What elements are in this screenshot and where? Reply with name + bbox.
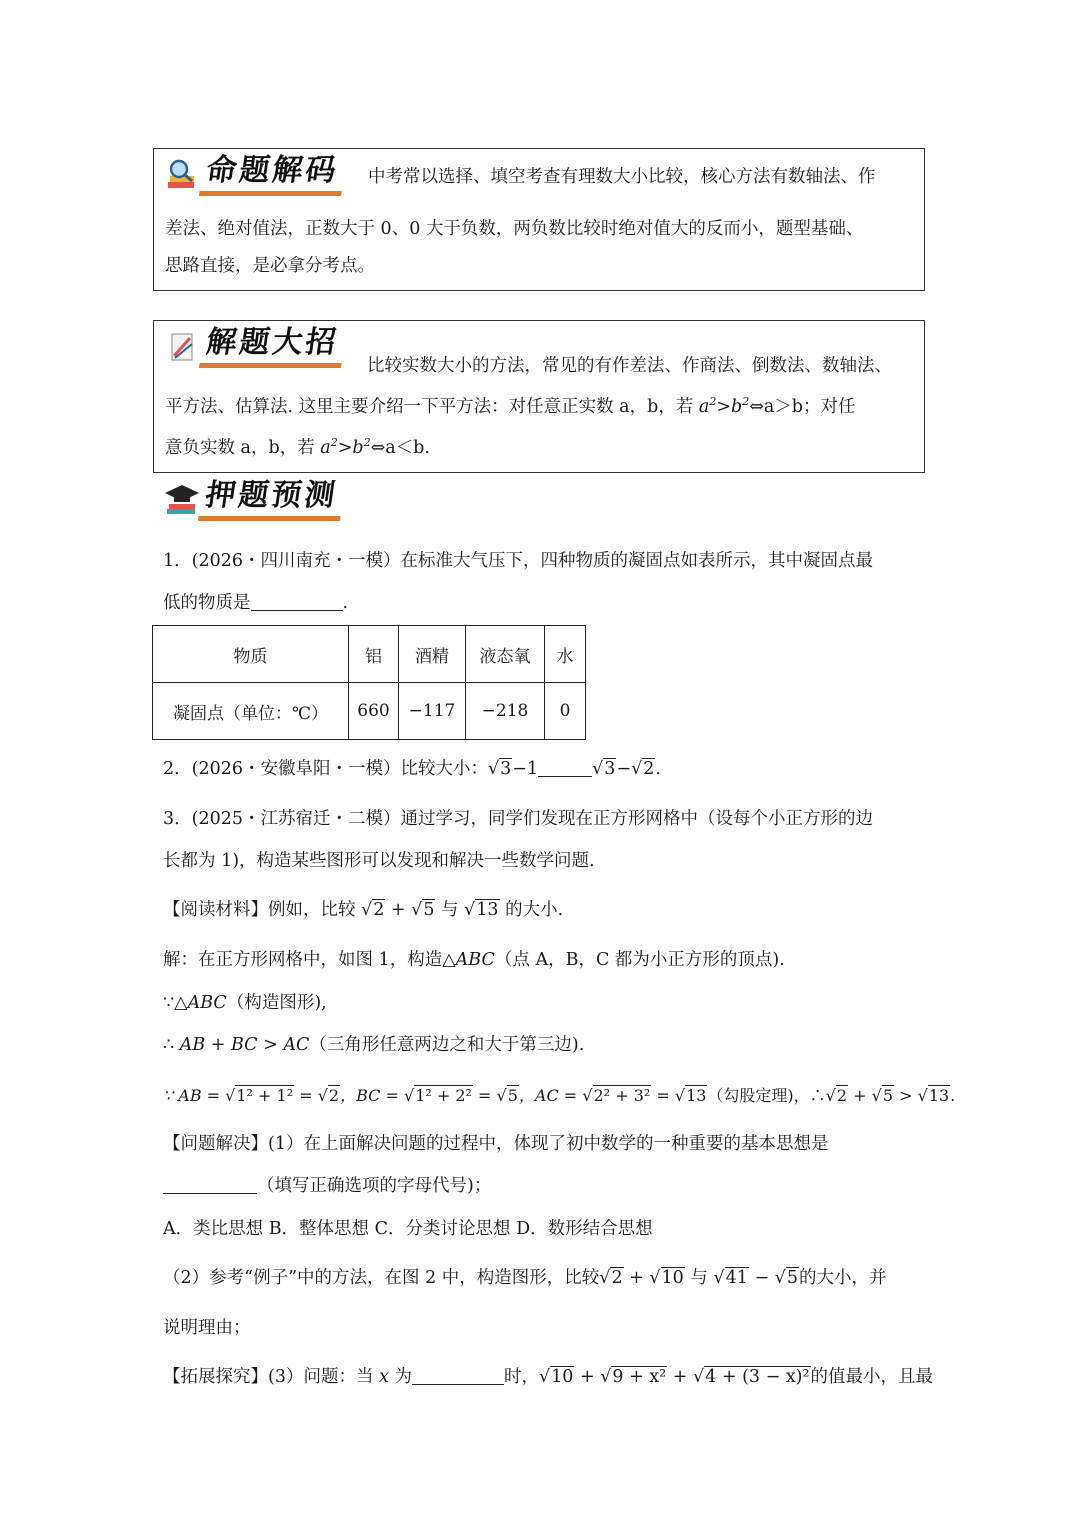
q1-line1: 1．(2026・四川南充・一模）在标准大气压下，四种物质的凝固点如表所示，其中凝固点最 xyxy=(163,551,873,571)
part2-line2: 说明理由； xyxy=(163,1318,251,1338)
table-cell: −117 xyxy=(399,683,466,740)
box1-text-line3: 思路直接，是必拿分考点。 xyxy=(165,256,375,276)
graduation-cap-books-icon xyxy=(163,481,201,519)
predictions-badge xyxy=(163,478,343,521)
solution-tricks-badge xyxy=(164,325,344,368)
box1-text-line1: 中考常以选择、填空考查有理数大小比较，核心方法有数轴法、作 xyxy=(368,167,876,187)
q3-3-answer-blank[interactable] xyxy=(412,1366,504,1385)
solution-tricks-title: 解题大招 xyxy=(199,325,347,368)
triangle-icon: △ xyxy=(442,950,456,970)
box2-text-line2: 平方法、估算法. 这里主要介绍一下平方法：对任意正实数 a，b，若 $a^2>b^2\Leftrightarrow a>b$；对任 xyxy=(165,395,856,417)
because-line: ∵△ABC（构造图形), xyxy=(163,993,327,1013)
table-cell: 铝 xyxy=(349,626,399,683)
problem-solving-line2: （填写正确选项的字母代号)； xyxy=(163,1175,491,1197)
part2-line1: （2）参考“例子”中的方法，在图 2 中，构造图形，比较√2 + √10 与 √41 − √5的大小，并 xyxy=(163,1268,887,1288)
box2-text-line3: 意负实数 a，b，若 $a^2>b^2\Leftrightarrow a<b$. xyxy=(165,436,430,458)
table-cell: 液态氧 xyxy=(466,626,545,683)
triangle-icon: △ xyxy=(174,993,188,1013)
reading-material-line: 【阅读材料】例如，比较 √2 + √5 与 √13 的大小. xyxy=(163,900,564,920)
exam-analysis-box xyxy=(153,148,925,291)
table-cell: 物质 xyxy=(153,626,349,683)
exam-analysis-title: 命题解码 xyxy=(199,153,347,196)
q1-answer-blank[interactable] xyxy=(251,592,343,611)
table-cell: −218 xyxy=(466,683,545,740)
pencil-note-icon xyxy=(164,328,202,366)
q3-line2: 长都为 1)，构造某些图形可以发现和解决一些数学问题. xyxy=(163,851,595,871)
inequality-a2-gt-b2-neg: $a^2>b^2$ xyxy=(320,436,371,458)
q3-line1: 3．(2025・江苏宿迁・二模）通过学习，同学们发现在正方形网格中（设每个小正方形的边 xyxy=(163,809,873,829)
magnifier-books-icon xyxy=(164,156,202,194)
solution-tricks-box xyxy=(153,320,925,473)
table-cell: 酒精 xyxy=(399,626,466,683)
solution-line: 解：在正方形网格中，如图 1，构造△ABC（点 A，B，C 都为小正方形的顶点). xyxy=(163,950,785,970)
predictions-title: 押题预测 xyxy=(198,478,346,521)
box2-text-line1: 比较实数大小的方法，常见的有作差法、作商法、倒数法、数轴法、 xyxy=(367,356,892,376)
therefore-line: ∴ AB + BC > AC（三角形任意两边之和大于第三边). xyxy=(163,1035,585,1055)
table-cell: 0 xyxy=(545,683,586,740)
q1-line2: 低的物质是 . xyxy=(163,593,349,613)
problem-solving-line1: 【问题解决】(1）在上面解决问题的过程中，体现了初中数学的一种重要的基本思想是 xyxy=(163,1134,829,1154)
table-cell: 水 xyxy=(545,626,586,683)
inequality-a2-gt-b2: $a^2>b^2$ xyxy=(698,395,750,417)
table-cell: 660 xyxy=(349,683,399,740)
box1-text-line2: 差法、绝对值法，正数大于 0、0 大于负数，两负数比较时绝对值大的反而小，题型基础、 xyxy=(165,219,864,239)
q3-1-answer-blank[interactable] xyxy=(163,1175,257,1194)
extension-line: 【拓展探究】(3）问题：当 x 为 时，√10 + √9 + x² + √4 + (3 − x)²的值最小，且最 xyxy=(163,1367,934,1387)
q2-answer-blank[interactable] xyxy=(538,758,592,777)
freezing-point-table xyxy=(152,625,586,740)
table-header-row xyxy=(153,626,586,683)
exam-analysis-badge xyxy=(164,153,344,196)
q2-line: 2．(2026・安徽阜阳・一模）比较大小：√3−1 √3−√2. xyxy=(163,759,661,779)
table-cell: 凝固点（单位：℃） xyxy=(153,683,349,740)
table-row xyxy=(153,683,586,740)
calculation-line: ∵ AB = √1² + 1² = √2，BC = √1² + 2² = √5，AC = √2² + 3² = √13（勾股定理)，∴√2 + √5 > √13. xyxy=(163,1086,956,1105)
options-line: A．类比思想 B．整体思想 C．分类讨论思想 D．数形结合思想 xyxy=(163,1219,653,1239)
